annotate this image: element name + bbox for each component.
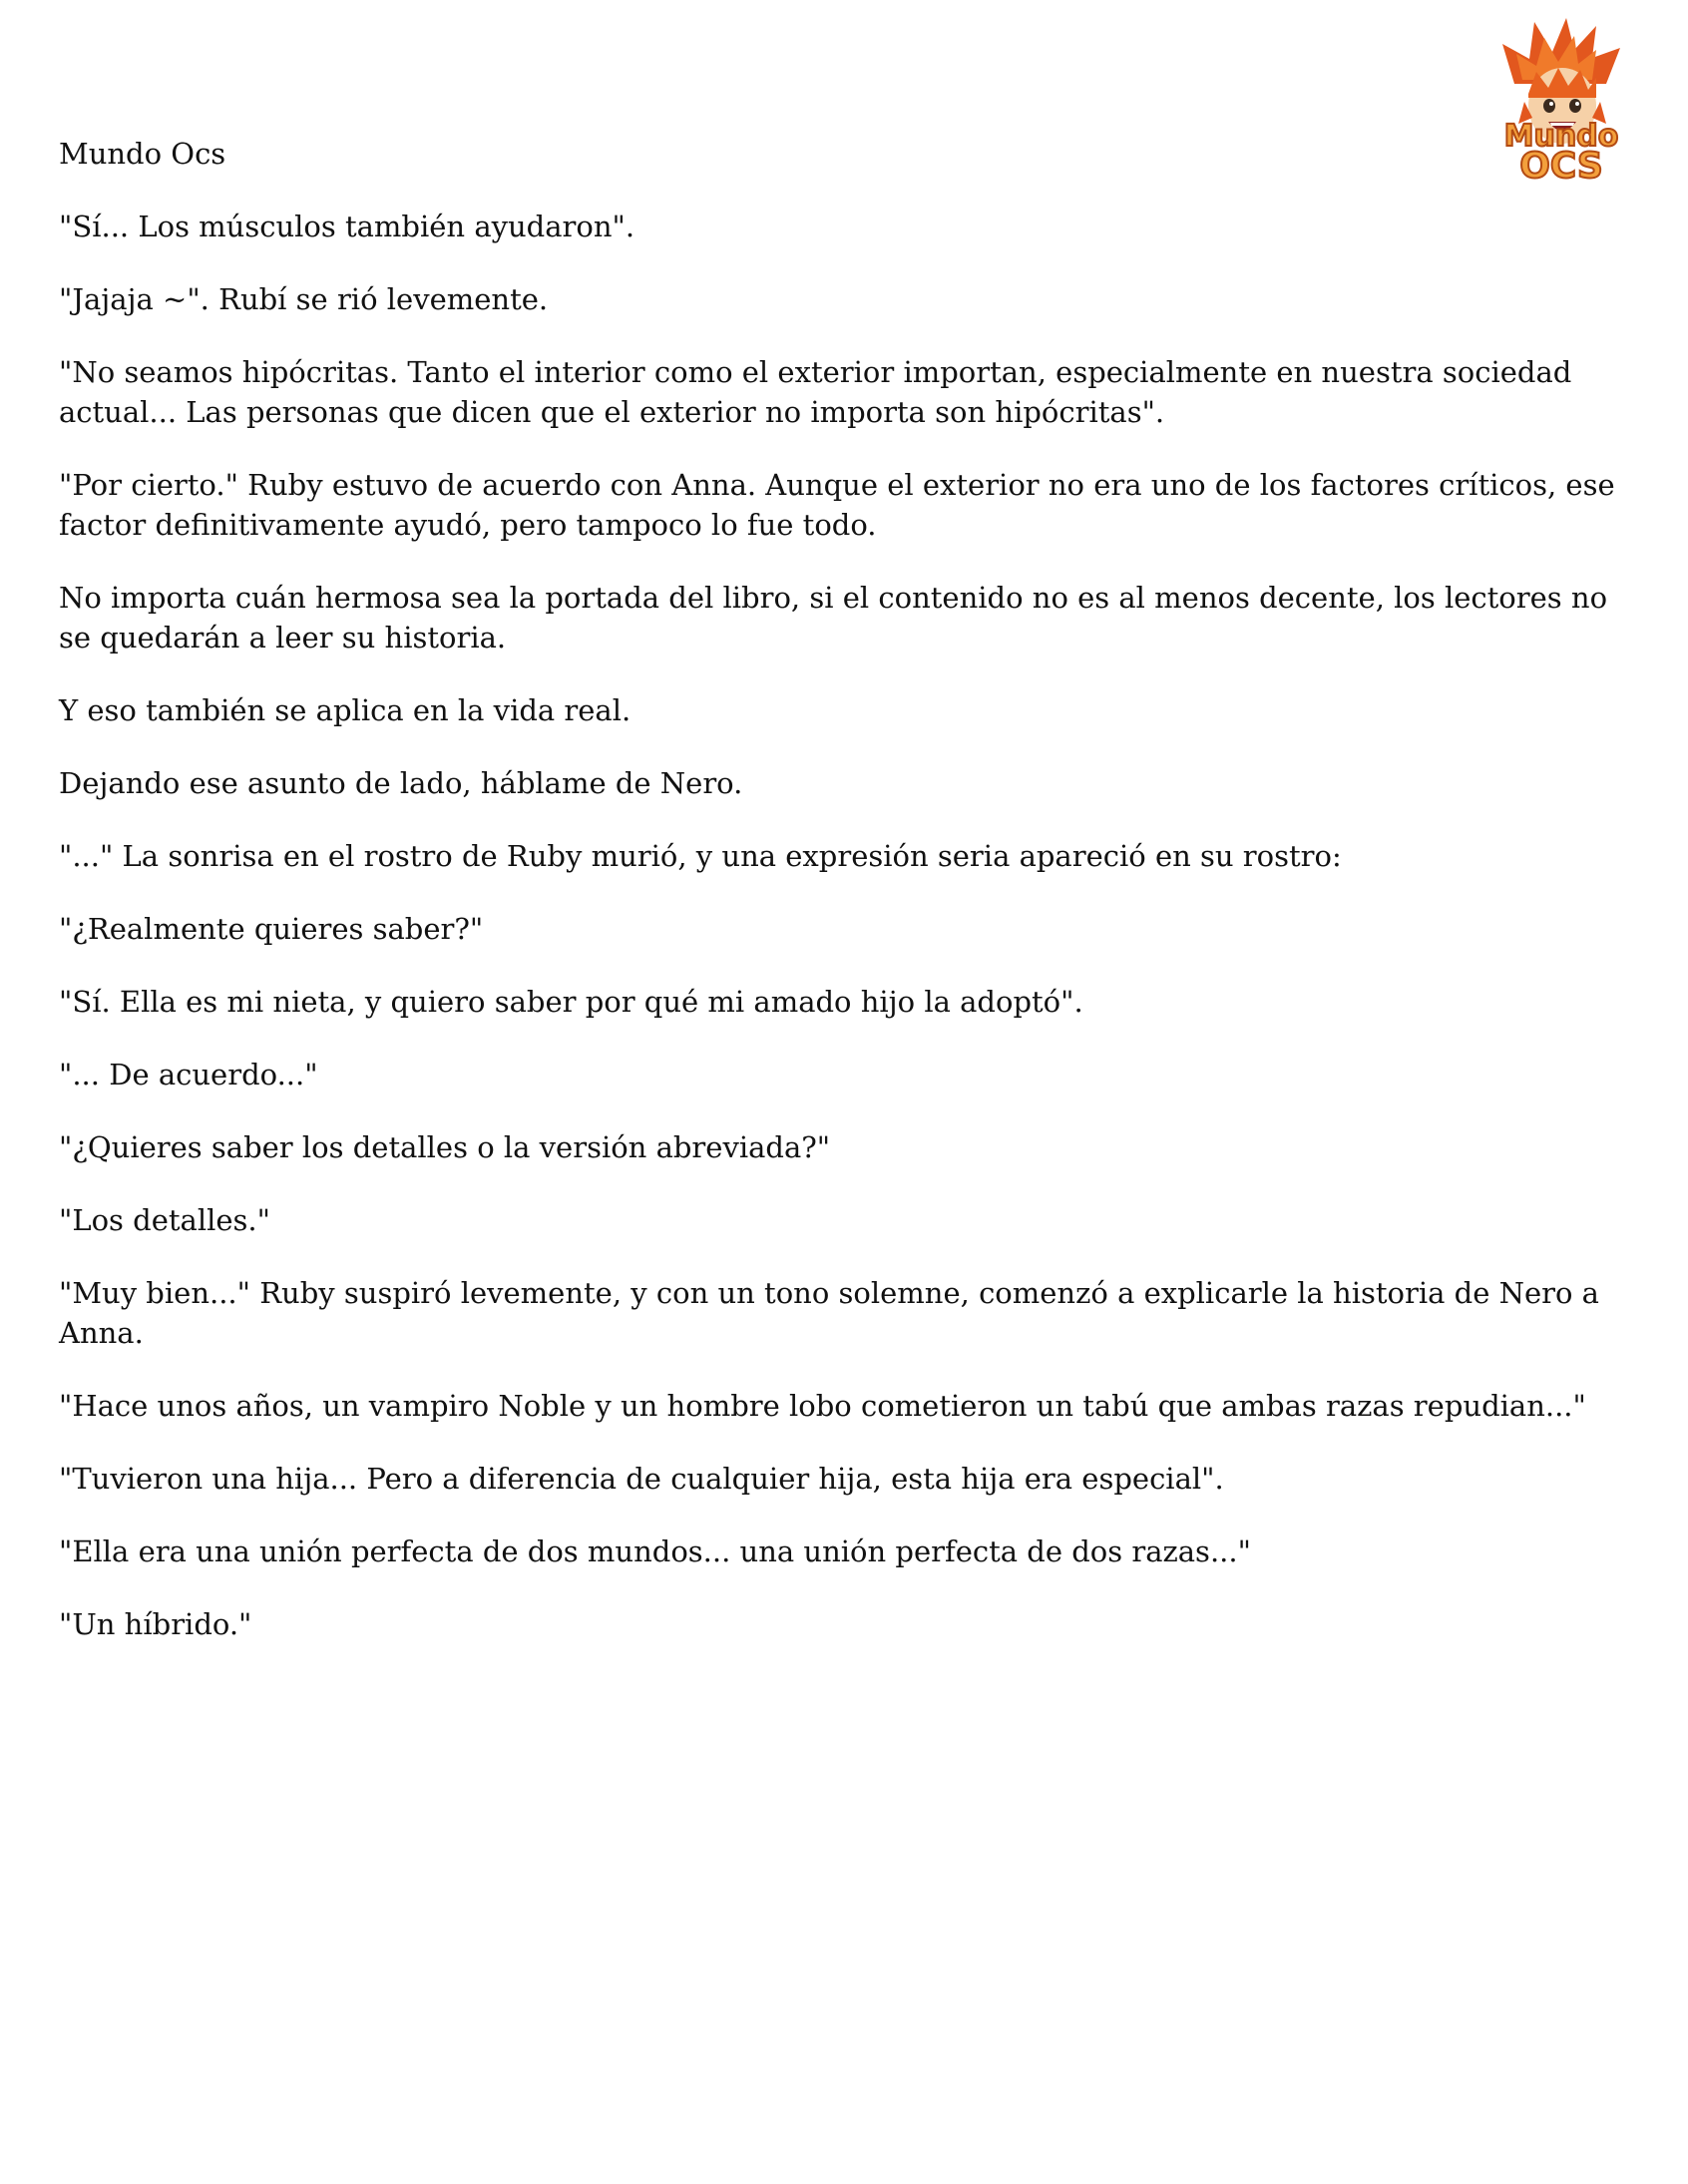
paragraph: Dejando ese asunto de lado, háblame de Nero. [59,766,743,800]
paragraph: "No seamos hipócritas. Tanto el interior como el exterior importan, especialmente en nuestra sociedad actual... Las personas que dicen que el exterior no importa son hipócritas". [59,355,1572,429]
paragraph: "Jajaja ~". Rubí se rió levemente. [59,282,549,316]
logo-text-mundo: Mundo [1503,119,1619,154]
paragraph: "Ella era una unión perfecta de dos mundos... una unión perfecta de dos razas..." [59,1534,1251,1568]
paragraph: "Muy bien..." Ruby suspiró levemente, y con un tono solemne, comenzó a explicarle la historia de Nero a Anna. [59,1276,1599,1350]
paragraph-header: Mundo Ocs [59,137,226,171]
paragraph: "Hace unos años, un vampiro Noble y un hombre lobo cometieron un tabú que ambas razas repudian..." [59,1389,1586,1423]
logo-text-ocs: OCS [1519,146,1603,186]
paragraph: "... De acuerdo..." [59,1058,318,1092]
paragraph: "Un híbrido." [59,1607,252,1641]
paragraph: "Tuvieron una hija... Pero a diferencia de cualquier hija, esta hija era especial". [59,1462,1224,1496]
paragraph: "¿Quieres saber los detalles o la versión abreviada?" [59,1130,831,1164]
paragraph: "Por cierto." Ruby estuvo de acuerdo con Anna. Aunque el exterior no era uno de los factores críticos, ese factor definitivamente ayudó, pero tampoco lo fue todo. [59,468,1615,542]
paragraph: "Sí. Ella es mi nieta, y quiero saber por qué mi amado hijo la adoptó". [59,985,1083,1019]
document-body [59,134,1635,1677]
paragraph: "¿Realmente quieres saber?" [59,912,484,946]
paragraph: "Sí... Los músculos también ayudaron". [59,210,635,243]
paragraph: Y eso también se aplica en la vida real. [59,693,632,727]
paragraph: "Los detalles." [59,1203,270,1237]
paragraph: No importa cuán hermosa sea la portada del libro, si el contenido no es al menos decente, los lectores no se quedarán a leer su historia. [59,581,1608,655]
paragraph: "..." La sonrisa en el rostro de Ruby murió, y una expresión seria apareció en su rostro: [59,839,1342,873]
